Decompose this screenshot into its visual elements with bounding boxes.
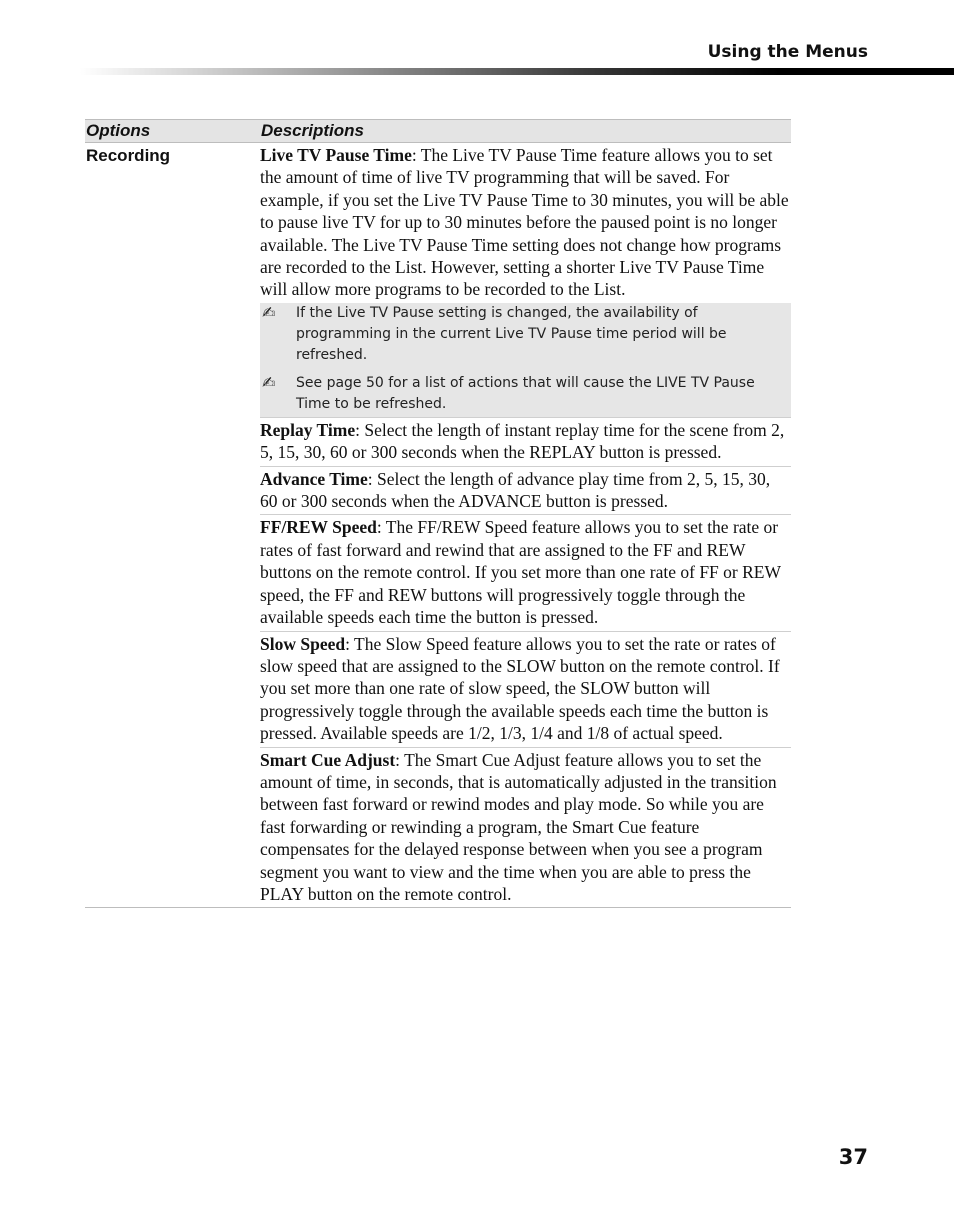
description-item-replay-time — [260, 418, 791, 467]
item-term: Smart Cue Adjust — [260, 749, 396, 770]
note-text: If the Live TV Pause setting is changed, the availability of programming in the current Live TV Pause time period will be refreshed. — [296, 304, 727, 363]
option-cell — [85, 143, 260, 907]
page-number: 37 — [838, 1145, 868, 1169]
column-header-options: Options — [86, 121, 151, 140]
item-text: : The FF/REW Speed feature allows you to set the rate or rates of fast forward and rewind that are assigned to the FF and REW buttons on the remote control. If you set more than one rate of FF or REW speed, the FF and REW buttons will progressively toggle through the available speeds each time the button is pressed. — [260, 517, 781, 628]
option-label: Recording — [86, 146, 171, 165]
notes-box — [260, 303, 791, 418]
item-term: Replay Time — [260, 419, 356, 440]
item-text: : Select the length of instant replay time for the scene from 2, 5, 15, 30, 60 or 300 seconds when the REPLAY button is pressed. — [260, 419, 785, 463]
description-item-live-tv-pause-time — [260, 143, 791, 303]
item-text: : The Slow Speed feature allows you to set the rate or rates of slow speed that are assigned to the SLOW button on the remote control. If you set more than one rate of slow speed, the SLOW button will progressively toggle through the available speeds each time the button is pressed. Available speeds are 1/2, 1/3, 1/4 and 1/8 of actual speed. — [260, 633, 780, 744]
description-item-smart-cue-adjust — [260, 748, 791, 908]
table-row — [85, 143, 791, 908]
table-header — [85, 119, 791, 143]
note-pencil-icon: ✍ — [262, 302, 276, 322]
item-term: Advance Time — [260, 468, 368, 489]
item-text: : The Live TV Pause Time feature allows you to set the amount of time of live TV programming that will be saved. For example, if you set the Live TV Pause Time to 30 minutes, you will be able to pause live TV for up to 30 minutes before the paused point is no longer available. The Live TV Pause Time setting does not change how programs are recorded to the List. However, setting a shorter Live TV Pause Time will allow more programs to be recorded to the List. — [260, 145, 789, 300]
options-table — [85, 119, 791, 908]
note — [260, 303, 791, 366]
header-gradient-bar — [80, 68, 954, 75]
item-text: : Select the length of advance play time from 2, 5, 15, 30, 60 or 300 seconds when the ADVANCE button is pressed. — [260, 468, 771, 512]
column-header-descriptions: Descriptions — [261, 121, 364, 140]
section-title: Using the Menus — [707, 42, 868, 62]
description-item-advance-time — [260, 467, 791, 516]
item-term: FF/REW Speed — [260, 517, 377, 538]
description-cell — [260, 143, 791, 907]
item-term: Slow Speed — [260, 633, 346, 654]
note-pencil-icon: ✍ — [262, 372, 276, 392]
item-text: : The Smart Cue Adjust feature allows you to set the amount of time, in seconds, that is automatically adjusted in the transition between fast forward or rewind modes and play mode. So while you are fast forwarding or rewinding a program, the Smart Cue feature compensates for the delayed response between when you see a program segment you want to view and the time when you are able to press the PLAY button on the remote control. — [260, 749, 777, 904]
description-item-slow-speed — [260, 632, 791, 748]
description-item-ff-rew-speed — [260, 515, 791, 631]
note — [260, 373, 791, 415]
item-term: Live TV Pause Time — [260, 145, 412, 165]
note-text: See page 50 for a list of actions that will cause the LIVE TV Pause Time to be refreshed. — [296, 374, 755, 412]
